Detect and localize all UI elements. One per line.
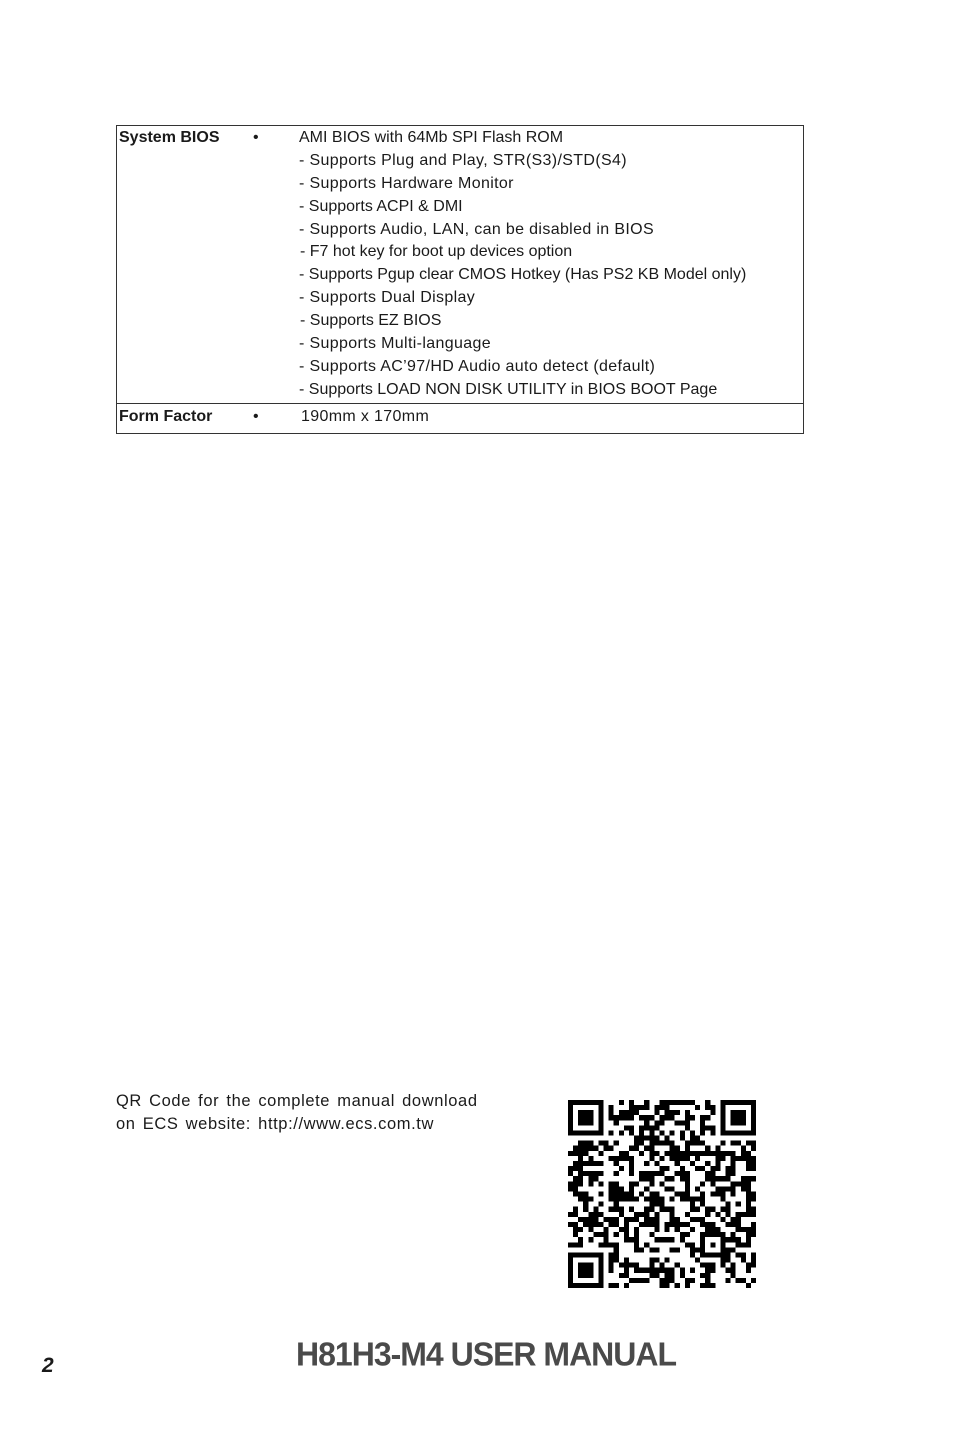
qr-note-line: QR Code for the complete manual download <box>116 1092 478 1110</box>
spec-items <box>299 126 803 403</box>
spec-line: - Supports ACPI & DMI <box>299 197 463 215</box>
qr-note-line[interactable]: on ECS website: http://www.ecs.com.tw <box>116 1115 434 1133</box>
spec-label: Form Factor <box>119 408 213 425</box>
qr-note <box>116 1090 516 1136</box>
spec-line: AMI BIOS with 64Mb SPI Flash ROM <box>299 129 564 146</box>
manual-title: H81H3-M4 USER MANUAL <box>296 1335 677 1373</box>
spec-line: 190mm x 170mm <box>301 408 430 425</box>
spec-line: - Supports Dual Display <box>299 289 476 307</box>
spec-line: - Supports Hardware Monitor <box>299 174 514 192</box>
bullet: • <box>253 408 259 425</box>
spec-row-system-bios <box>117 126 803 403</box>
spec-line: - F7 hot key for boot up devices option <box>300 243 573 261</box>
spec-items <box>299 404 803 433</box>
qr-code-icon <box>568 1100 756 1288</box>
spec-label: System BIOS <box>119 129 220 146</box>
bullet: • <box>253 129 259 146</box>
spec-line: - Supports EZ BIOS <box>300 312 442 330</box>
spec-line: - Supports Audio, LAN, can be disabled in BIOS <box>299 220 654 238</box>
spec-line: - Supports Pgup clear CMOS Hotkey (Has PS2 KB Model only) <box>299 266 747 284</box>
spec-line: - Supports Plug and Play, STR(S3)/STD(S4) <box>299 151 627 169</box>
spec-table <box>116 125 804 434</box>
spec-line: - Supports Multi-language <box>299 335 491 353</box>
page-number: 2 <box>42 1354 54 1377</box>
spec-line: - Supports LOAD NON DISK UTILITY in BIOS BOOT Page <box>299 380 718 398</box>
spec-row-form-factor <box>117 403 803 433</box>
spec-line: - Supports AC’97/HD Audio auto detect (default) <box>299 357 656 375</box>
